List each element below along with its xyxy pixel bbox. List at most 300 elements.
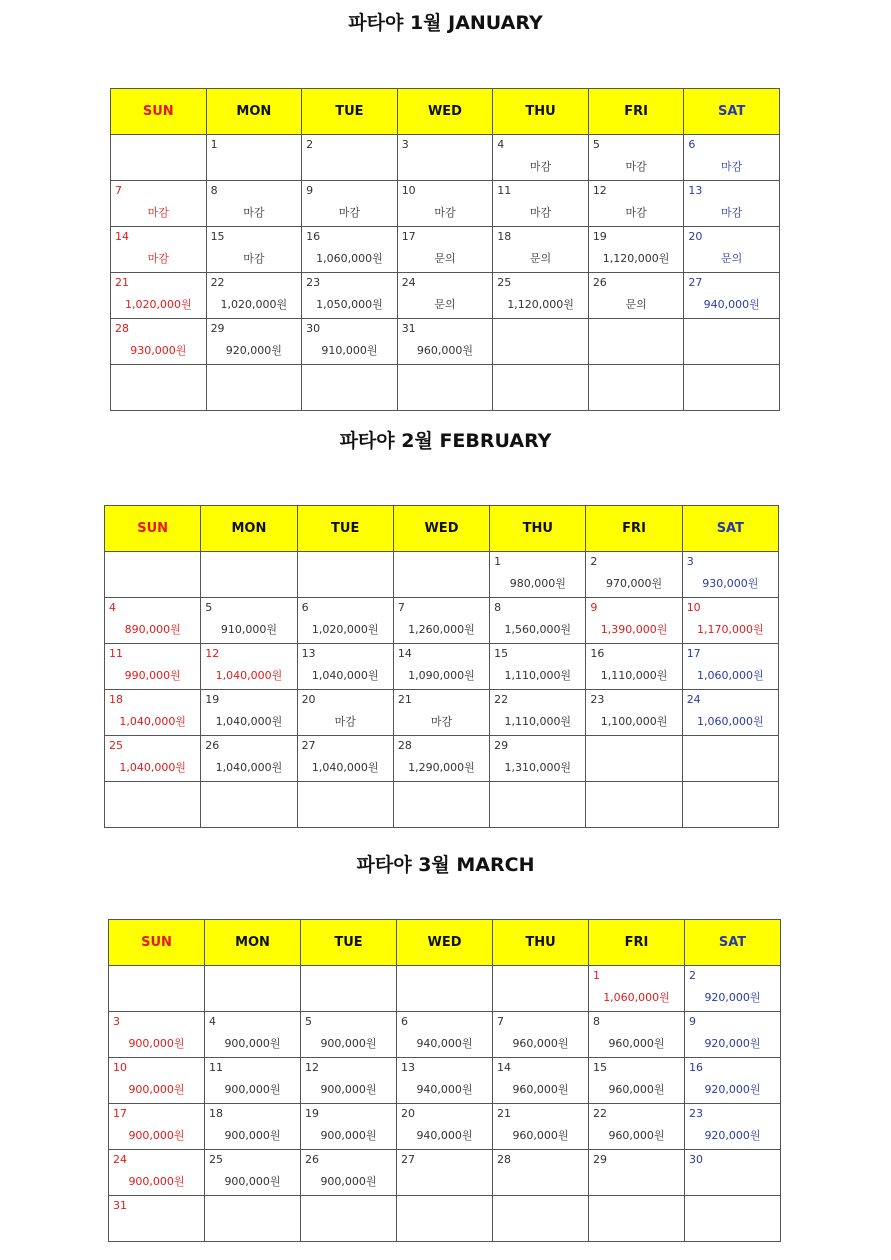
day-price: 960,000원 [512, 1037, 569, 1050]
week-row [109, 1196, 781, 1242]
day-price: 900,000원 [320, 1175, 377, 1188]
day-cell[interactable] [685, 1150, 781, 1196]
day-number: 20 [688, 230, 703, 243]
weekday-header-tue: TUE [297, 506, 393, 552]
week-row [111, 319, 780, 365]
day-number: 22 [593, 1107, 607, 1120]
day-price: 900,000원 [224, 1175, 281, 1188]
day-price: 1,310,000원 [504, 761, 572, 774]
day-price: 1,060,000원 [316, 252, 383, 265]
day-cell[interactable] [302, 227, 398, 273]
day-cell[interactable] [588, 227, 684, 273]
day-cell[interactable] [302, 273, 398, 319]
day-status-closed: 마감 [338, 206, 361, 219]
day-number: 11 [497, 184, 512, 197]
day-number: 16 [306, 230, 321, 243]
weekday-header-sun: SUN [105, 506, 201, 552]
day-cell[interactable] [682, 644, 778, 690]
day-number: 3 [686, 555, 694, 568]
day-status-closed: 마감 [434, 206, 456, 219]
weekday-header-sat: SAT [685, 920, 781, 966]
weekday-header-row [109, 920, 781, 966]
day-cell[interactable] [397, 1104, 493, 1150]
day-number: 11 [209, 1061, 223, 1074]
day-number: 1 [593, 969, 600, 982]
day-cell[interactable] [201, 598, 297, 644]
day-cell[interactable] [206, 135, 302, 181]
day-cell[interactable] [105, 690, 201, 736]
day-status-closed: 마감 [147, 206, 169, 219]
day-number: 10 [686, 601, 701, 614]
day-cell[interactable] [301, 1150, 397, 1196]
day-number: 13 [688, 184, 703, 197]
day-price: 1,060,000원 [603, 991, 670, 1004]
day-cell [684, 365, 780, 411]
day-cell[interactable] [684, 135, 780, 181]
day-price: 1,120,000원 [602, 252, 670, 265]
day-number: 8 [593, 1015, 600, 1028]
week-row [111, 273, 780, 319]
day-cell[interactable] [206, 319, 302, 365]
day-price: 1,060,000원 [697, 669, 764, 682]
day-cell[interactable] [682, 552, 778, 598]
day-cell[interactable] [586, 552, 682, 598]
day-price: 930,000원 [130, 344, 187, 357]
day-cell[interactable] [397, 1012, 493, 1058]
day-cell[interactable] [589, 1012, 685, 1058]
day-status-closed: 마감 [334, 715, 356, 728]
day-number: 25 [209, 1153, 223, 1166]
day-cell [493, 966, 589, 1012]
day-price: 900,000원 [320, 1129, 377, 1142]
day-cell [297, 782, 393, 828]
day-cell[interactable] [684, 181, 780, 227]
day-price: 920,000원 [225, 344, 282, 357]
day-price: 1,170,000원 [697, 623, 764, 636]
day-price: 920,000원 [704, 991, 761, 1004]
calendar-table [104, 505, 779, 828]
day-status-closed: 마감 [721, 206, 743, 219]
day-cell[interactable] [205, 1012, 301, 1058]
day-number: 20 [301, 693, 316, 706]
weekday-header-fri: FRI [588, 89, 684, 135]
day-cell[interactable] [205, 1058, 301, 1104]
day-number: 19 [592, 230, 607, 243]
day-number: 24 [686, 693, 701, 706]
day-status-inquiry: 문의 [625, 298, 647, 311]
day-cell[interactable] [105, 598, 201, 644]
day-number: 20 [401, 1107, 415, 1120]
day-number: 9 [590, 601, 598, 614]
day-cell[interactable] [493, 273, 589, 319]
day-number: 11 [109, 647, 123, 660]
month-title: 파타야 2월 FEBRUARY [339, 430, 552, 452]
week-row [111, 227, 780, 273]
day-cell [397, 365, 493, 411]
day-number: 27 [301, 739, 316, 752]
day-cell[interactable] [493, 181, 589, 227]
day-cell[interactable] [393, 598, 489, 644]
day-number: 15 [593, 1061, 607, 1074]
day-number: 28 [115, 322, 129, 335]
day-cell[interactable] [105, 644, 201, 690]
day-number: 18 [109, 693, 123, 706]
day-cell[interactable] [493, 1150, 589, 1196]
day-cell[interactable] [109, 1058, 205, 1104]
day-number: 6 [301, 601, 309, 614]
day-cell[interactable] [493, 135, 589, 181]
week-row [109, 1104, 781, 1150]
day-number: 18 [497, 230, 512, 243]
day-cell[interactable] [301, 1012, 397, 1058]
day-cell [302, 365, 398, 411]
day-number: 5 [205, 601, 213, 614]
day-status-inquiry: 문의 [721, 252, 743, 265]
day-number: 29 [593, 1153, 607, 1166]
day-cell[interactable] [397, 273, 493, 319]
day-cell [201, 552, 297, 598]
day-number: 12 [305, 1061, 319, 1074]
day-price: 930,000원 [702, 577, 759, 590]
day-number: 30 [306, 322, 321, 335]
day-price: 1,100,000원 [600, 715, 668, 728]
day-number: 17 [686, 647, 701, 660]
day-price: 900,000원 [128, 1129, 185, 1142]
day-cell[interactable] [397, 1058, 493, 1104]
day-price: 1,040,000원 [215, 761, 283, 774]
day-number: 13 [401, 1061, 415, 1074]
day-price: 960,000원 [512, 1083, 569, 1096]
day-cell[interactable] [205, 1104, 301, 1150]
day-cell[interactable] [588, 135, 684, 181]
day-cell[interactable] [589, 1058, 685, 1104]
day-price: 1,560,000원 [504, 623, 572, 636]
day-cell[interactable] [397, 319, 493, 365]
day-cell[interactable] [490, 598, 586, 644]
day-number: 5 [592, 138, 600, 151]
day-cell[interactable] [589, 1104, 685, 1150]
day-price: 900,000원 [224, 1083, 281, 1096]
day-price: 1,040,000원 [119, 761, 186, 774]
day-number: 19 [205, 693, 220, 706]
day-number: 27 [688, 276, 703, 289]
day-price: 960,000원 [512, 1129, 569, 1142]
day-cell [205, 1196, 301, 1242]
day-cell [201, 782, 297, 828]
day-price: 890,000원 [124, 623, 181, 636]
day-cell[interactable] [684, 227, 780, 273]
day-cell[interactable] [397, 135, 493, 181]
day-cell[interactable] [493, 1058, 589, 1104]
day-price: 910,000원 [321, 344, 378, 357]
day-price: 980,000원 [509, 577, 566, 590]
day-cell[interactable] [589, 966, 685, 1012]
weekday-header-wed: WED [397, 920, 493, 966]
day-price: 900,000원 [128, 1037, 185, 1050]
day-cell[interactable] [684, 273, 780, 319]
day-status-closed: 마감 [625, 206, 647, 219]
day-cell [111, 365, 207, 411]
day-number: 31 [401, 322, 416, 335]
day-number: 10 [401, 184, 416, 197]
day-cell [397, 966, 493, 1012]
day-cell[interactable] [206, 273, 302, 319]
day-number: 15 [210, 230, 225, 243]
day-cell[interactable] [682, 598, 778, 644]
day-cell[interactable] [109, 1196, 205, 1242]
day-number: 2 [306, 138, 314, 151]
day-price: 1,120,000원 [507, 298, 574, 311]
day-cell [586, 782, 682, 828]
day-number: 12 [592, 184, 607, 197]
day-number: 17 [401, 230, 416, 243]
day-cell[interactable] [588, 273, 684, 319]
day-cell[interactable] [297, 644, 393, 690]
day-cell[interactable] [682, 690, 778, 736]
day-number: 7 [397, 601, 405, 614]
week-row [109, 1058, 781, 1104]
day-cell[interactable] [201, 644, 297, 690]
day-status-inquiry: 문의 [529, 252, 552, 265]
day-number: 29 [210, 322, 225, 335]
day-cell[interactable] [397, 1150, 493, 1196]
day-cell [493, 1196, 589, 1242]
day-cell [490, 782, 586, 828]
day-status-closed: 마감 [721, 160, 743, 173]
weekday-header-row [105, 506, 779, 552]
day-cell[interactable] [111, 319, 207, 365]
day-cell [109, 966, 205, 1012]
day-price: 900,000원 [224, 1037, 281, 1050]
weekday-header-mon: MON [201, 506, 297, 552]
day-cell[interactable] [302, 135, 398, 181]
day-cell[interactable] [586, 598, 682, 644]
day-price: 940,000원 [416, 1083, 473, 1096]
day-number: 6 [688, 138, 696, 151]
day-number: 22 [210, 276, 225, 289]
week-row [109, 966, 781, 1012]
day-cell [589, 1196, 685, 1242]
day-number: 12 [205, 647, 220, 660]
day-cell [297, 552, 393, 598]
day-price: 960,000원 [608, 1037, 665, 1050]
day-status-closed: 마감 [243, 206, 265, 219]
day-cell[interactable] [685, 1104, 781, 1150]
week-row [111, 135, 780, 181]
day-price: 1,040,000원 [311, 761, 379, 774]
day-price: 990,000원 [124, 669, 181, 682]
day-status-closed: 마감 [430, 715, 453, 728]
day-cell[interactable] [393, 736, 489, 782]
calendar-table [110, 88, 780, 411]
day-cell [682, 782, 778, 828]
day-price: 920,000원 [704, 1083, 761, 1096]
day-number: 4 [497, 138, 505, 151]
day-cell[interactable] [297, 736, 393, 782]
day-price: 1,110,000원 [600, 669, 668, 682]
day-cell[interactable] [588, 181, 684, 227]
day-number: 4 [109, 601, 116, 614]
day-cell [105, 782, 201, 828]
day-cell[interactable] [586, 644, 682, 690]
day-cell[interactable] [493, 227, 589, 273]
day-cell[interactable] [301, 1058, 397, 1104]
day-cell[interactable] [201, 690, 297, 736]
day-cell[interactable] [685, 966, 781, 1012]
weekday-header-thu: THU [490, 506, 586, 552]
day-number: 5 [305, 1015, 312, 1028]
day-status-inquiry: 문의 [434, 298, 456, 311]
day-cell [111, 135, 207, 181]
day-cell[interactable] [589, 1150, 685, 1196]
day-cell[interactable] [301, 1104, 397, 1150]
day-price: 1,040,000원 [215, 715, 283, 728]
day-price: 1,050,000원 [316, 298, 383, 311]
day-price: 960,000원 [416, 344, 474, 357]
day-number: 28 [497, 1153, 511, 1166]
day-number: 28 [397, 739, 412, 752]
day-cell [397, 1196, 493, 1242]
day-cell[interactable] [302, 181, 398, 227]
day-number: 1 [210, 138, 218, 151]
day-price: 1,260,000원 [408, 623, 475, 636]
day-number: 23 [306, 276, 321, 289]
day-price: 900,000원 [320, 1037, 377, 1050]
day-cell [205, 966, 301, 1012]
week-row [109, 1150, 781, 1196]
day-price: 1,020,000원 [124, 298, 192, 311]
day-cell[interactable] [109, 1150, 205, 1196]
day-price: 1,060,000원 [697, 715, 764, 728]
week-row [105, 736, 779, 782]
day-cell[interactable] [490, 644, 586, 690]
day-cell[interactable] [105, 736, 201, 782]
day-cell[interactable] [586, 690, 682, 736]
day-number: 21 [497, 1107, 511, 1120]
day-cell[interactable] [109, 1012, 205, 1058]
day-price: 920,000원 [704, 1129, 761, 1142]
day-cell[interactable] [297, 690, 393, 736]
day-cell[interactable] [685, 1058, 781, 1104]
day-number: 25 [497, 276, 512, 289]
day-cell[interactable] [490, 736, 586, 782]
day-cell [301, 966, 397, 1012]
day-cell [105, 552, 201, 598]
day-number: 23 [689, 1107, 703, 1120]
weekday-header-row [111, 89, 780, 135]
day-number: 31 [113, 1199, 127, 1212]
day-cell[interactable] [205, 1150, 301, 1196]
day-price: 970,000원 [605, 577, 663, 590]
day-number: 9 [306, 184, 314, 197]
day-cell [393, 552, 489, 598]
weekday-header-tue: TUE [301, 920, 397, 966]
week-row [111, 181, 780, 227]
day-cell[interactable] [493, 1104, 589, 1150]
day-status-closed: 마감 [529, 206, 552, 219]
day-number: 19 [305, 1107, 319, 1120]
day-price: 960,000원 [608, 1129, 665, 1142]
day-cell[interactable] [490, 552, 586, 598]
day-price: 1,040,000원 [215, 669, 283, 682]
day-cell[interactable] [397, 181, 493, 227]
day-cell[interactable] [109, 1104, 205, 1150]
day-cell[interactable] [201, 736, 297, 782]
day-number: 29 [494, 739, 509, 752]
day-number: 14 [497, 1061, 511, 1074]
weekday-header-sat: SAT [682, 506, 778, 552]
day-cell[interactable] [111, 273, 207, 319]
day-cell [682, 736, 778, 782]
week-row [111, 365, 780, 411]
weekday-header-sat: SAT [684, 89, 780, 135]
day-cell[interactable] [393, 644, 489, 690]
day-cell[interactable] [297, 598, 393, 644]
week-row [105, 552, 779, 598]
day-price: 1,040,000원 [311, 669, 379, 682]
day-cell [685, 1196, 781, 1242]
day-price: 900,000원 [128, 1083, 185, 1096]
day-cell [393, 782, 489, 828]
day-number: 30 [689, 1153, 703, 1166]
day-cell[interactable] [397, 227, 493, 273]
day-number: 26 [205, 739, 220, 752]
day-number: 7 [115, 184, 122, 197]
day-number: 25 [109, 739, 123, 752]
day-cell[interactable] [490, 690, 586, 736]
day-number: 26 [305, 1153, 319, 1166]
day-status-closed: 마감 [625, 160, 647, 173]
day-cell [301, 1196, 397, 1242]
day-cell[interactable] [685, 1012, 781, 1058]
week-row [105, 782, 779, 828]
day-cell [493, 319, 589, 365]
day-cell[interactable] [206, 181, 302, 227]
weekday-header-tue: TUE [302, 89, 398, 135]
weekday-header-sun: SUN [109, 920, 205, 966]
day-price: 900,000원 [128, 1175, 185, 1188]
day-number: 24 [401, 276, 416, 289]
day-price: 1,020,000원 [311, 623, 379, 636]
day-number: 2 [590, 555, 598, 568]
day-price: 900,000원 [224, 1129, 281, 1142]
day-cell[interactable] [206, 227, 302, 273]
day-cell[interactable] [111, 227, 207, 273]
day-number: 8 [210, 184, 218, 197]
day-cell[interactable] [111, 181, 207, 227]
day-number: 15 [494, 647, 509, 660]
day-price: 940,000원 [416, 1037, 473, 1050]
week-row [105, 690, 779, 736]
day-cell[interactable] [302, 319, 398, 365]
day-price: 960,000원 [608, 1083, 665, 1096]
weekday-header-fri: FRI [589, 920, 685, 966]
day-cell [586, 736, 682, 782]
day-price: 1,390,000원 [600, 623, 668, 636]
day-number: 7 [497, 1015, 504, 1028]
day-number: 18 [209, 1107, 223, 1120]
weekday-header-fri: FRI [586, 506, 682, 552]
day-cell[interactable] [393, 690, 489, 736]
day-cell[interactable] [493, 1012, 589, 1058]
day-number: 14 [397, 647, 412, 660]
day-cell [588, 365, 684, 411]
day-number: 21 [115, 276, 129, 289]
day-status-closed: 마감 [147, 252, 169, 265]
day-status-inquiry: 문의 [434, 252, 456, 265]
day-number: 8 [494, 601, 502, 614]
day-number: 24 [113, 1153, 127, 1166]
